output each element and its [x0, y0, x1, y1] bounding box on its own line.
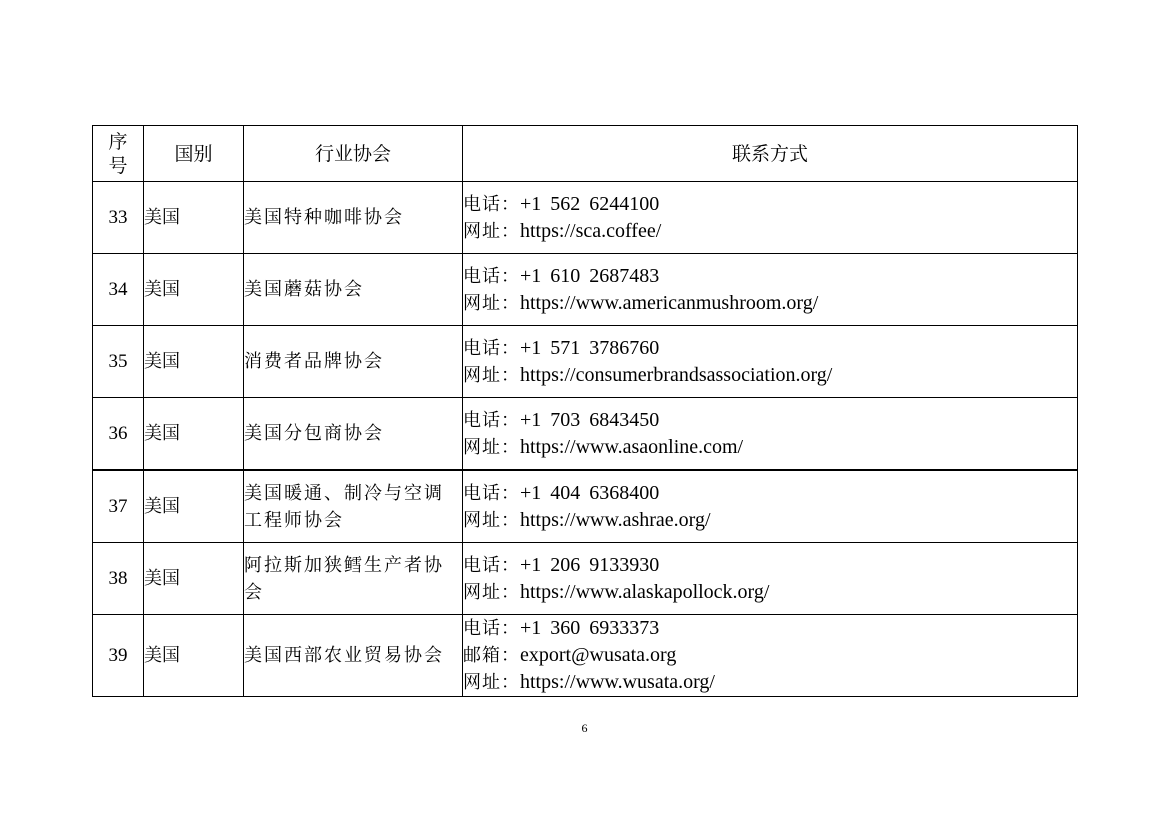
website-link[interactable]: https://www.ashrae.org/: [520, 508, 711, 531]
association-cell: 阿拉斯加狭鳕生产者协会: [244, 543, 463, 615]
table-row: [93, 615, 1078, 697]
contact-label: 电话：: [463, 193, 520, 215]
header-serial-number-line1: 序: [108, 130, 128, 153]
contact-line: [463, 579, 1077, 606]
contact-line: [463, 191, 1077, 218]
header-serial-number-line2: 号: [108, 154, 128, 177]
phone-value: +1 562 6244100: [520, 192, 660, 215]
contact-line: [463, 434, 1077, 461]
table-row: [93, 182, 1078, 254]
header-contact: 联系方式: [463, 126, 1078, 182]
website-link[interactable]: https://www.americanmushroom.org/: [520, 291, 819, 314]
contact-cell: [463, 326, 1078, 398]
contact-cell: [463, 470, 1078, 543]
contact-line: [463, 480, 1077, 507]
contact-cell: [463, 398, 1078, 471]
header-serial-number: [93, 126, 144, 182]
contact-label: 电话：: [463, 409, 520, 431]
contact-label: 电话：: [463, 554, 520, 576]
table-row: [93, 326, 1078, 398]
contact-cell: [463, 182, 1078, 254]
phone-value: +1 404 6368400: [520, 481, 660, 504]
serial-number-cell: 38: [93, 543, 144, 615]
contact-label: 网址：: [463, 436, 520, 458]
page-number: 6: [581, 721, 588, 735]
table-row: [93, 470, 1078, 543]
association-cell: 美国暖通、制冷与空调工程师协会: [244, 470, 463, 543]
association-cell: 消费者品牌协会: [244, 326, 463, 398]
table-row: [93, 398, 1078, 471]
contact-line: [463, 669, 1077, 696]
email-link[interactable]: export@wusata.org: [520, 644, 677, 666]
contact-line: [463, 615, 1077, 642]
association-cell: 美国特种咖啡协会: [244, 182, 463, 254]
contact-label: 网址：: [463, 220, 520, 242]
contact-label: 电话：: [463, 482, 520, 504]
phone-value: +1 360 6933373: [520, 617, 660, 639]
country-cell: 美国: [144, 182, 244, 254]
phone-value: +1 206 9133930: [520, 553, 660, 576]
contact-line: [463, 552, 1077, 579]
website-link[interactable]: https://www.wusata.org/: [520, 671, 715, 693]
header-association: 行业协会: [244, 126, 463, 182]
phone-value: +1 610 2687483: [520, 264, 660, 287]
serial-number-cell: 39: [93, 615, 144, 697]
contact-label: 电话：: [463, 265, 520, 287]
contact-label: 邮箱：: [463, 645, 520, 666]
header-country: 国别: [144, 126, 244, 182]
contact-line: [463, 290, 1077, 317]
contact-line: [463, 335, 1077, 362]
contact-label: 网址：: [463, 364, 520, 386]
country-cell: 美国: [144, 398, 244, 471]
contact-label: 网址：: [463, 509, 520, 531]
contact-line: [463, 407, 1077, 434]
country-cell: 美国: [144, 543, 244, 615]
serial-number-cell: 35: [93, 326, 144, 398]
serial-number-cell: 36: [93, 398, 144, 471]
contact-label: 网址：: [463, 292, 520, 314]
country-cell: 美国: [144, 326, 244, 398]
contact-line: [463, 263, 1077, 290]
contact-line: [463, 362, 1077, 389]
association-table: [92, 125, 1078, 697]
table-row: [93, 254, 1078, 326]
contact-line: [463, 642, 1077, 669]
website-link[interactable]: https://sca.coffee/: [520, 219, 662, 242]
contact-line: [463, 507, 1077, 534]
contact-cell: [463, 543, 1078, 615]
contact-cell: [463, 254, 1078, 326]
contact-cell: [463, 615, 1078, 697]
country-cell: 美国: [144, 254, 244, 326]
website-link[interactable]: https://www.asaonline.com/: [520, 435, 744, 458]
serial-number-cell: 37: [93, 470, 144, 543]
header-row: [93, 126, 1078, 182]
website-link[interactable]: https://www.alaskapollock.org/: [520, 580, 770, 603]
association-cell: 美国蘑菇协会: [244, 254, 463, 326]
association-cell: 美国西部农业贸易协会: [244, 615, 463, 697]
contact-label: 网址：: [463, 672, 520, 693]
website-link[interactable]: https://consumerbrandsassociation.org/: [520, 363, 833, 386]
table-row: [93, 543, 1078, 615]
association-cell: 美国分包商协会: [244, 398, 463, 471]
phone-value: +1 703 6843450: [520, 408, 660, 431]
phone-value: +1 571 3786760: [520, 336, 660, 359]
serial-number-cell: 34: [93, 254, 144, 326]
country-cell: 美国: [144, 470, 244, 543]
contact-label: 电话：: [463, 337, 520, 359]
country-cell: 美国: [144, 615, 244, 697]
serial-number-cell: 33: [93, 182, 144, 254]
contact-label: 网址：: [463, 581, 520, 603]
contact-label: 电话：: [463, 618, 520, 639]
contact-line: [463, 218, 1077, 245]
